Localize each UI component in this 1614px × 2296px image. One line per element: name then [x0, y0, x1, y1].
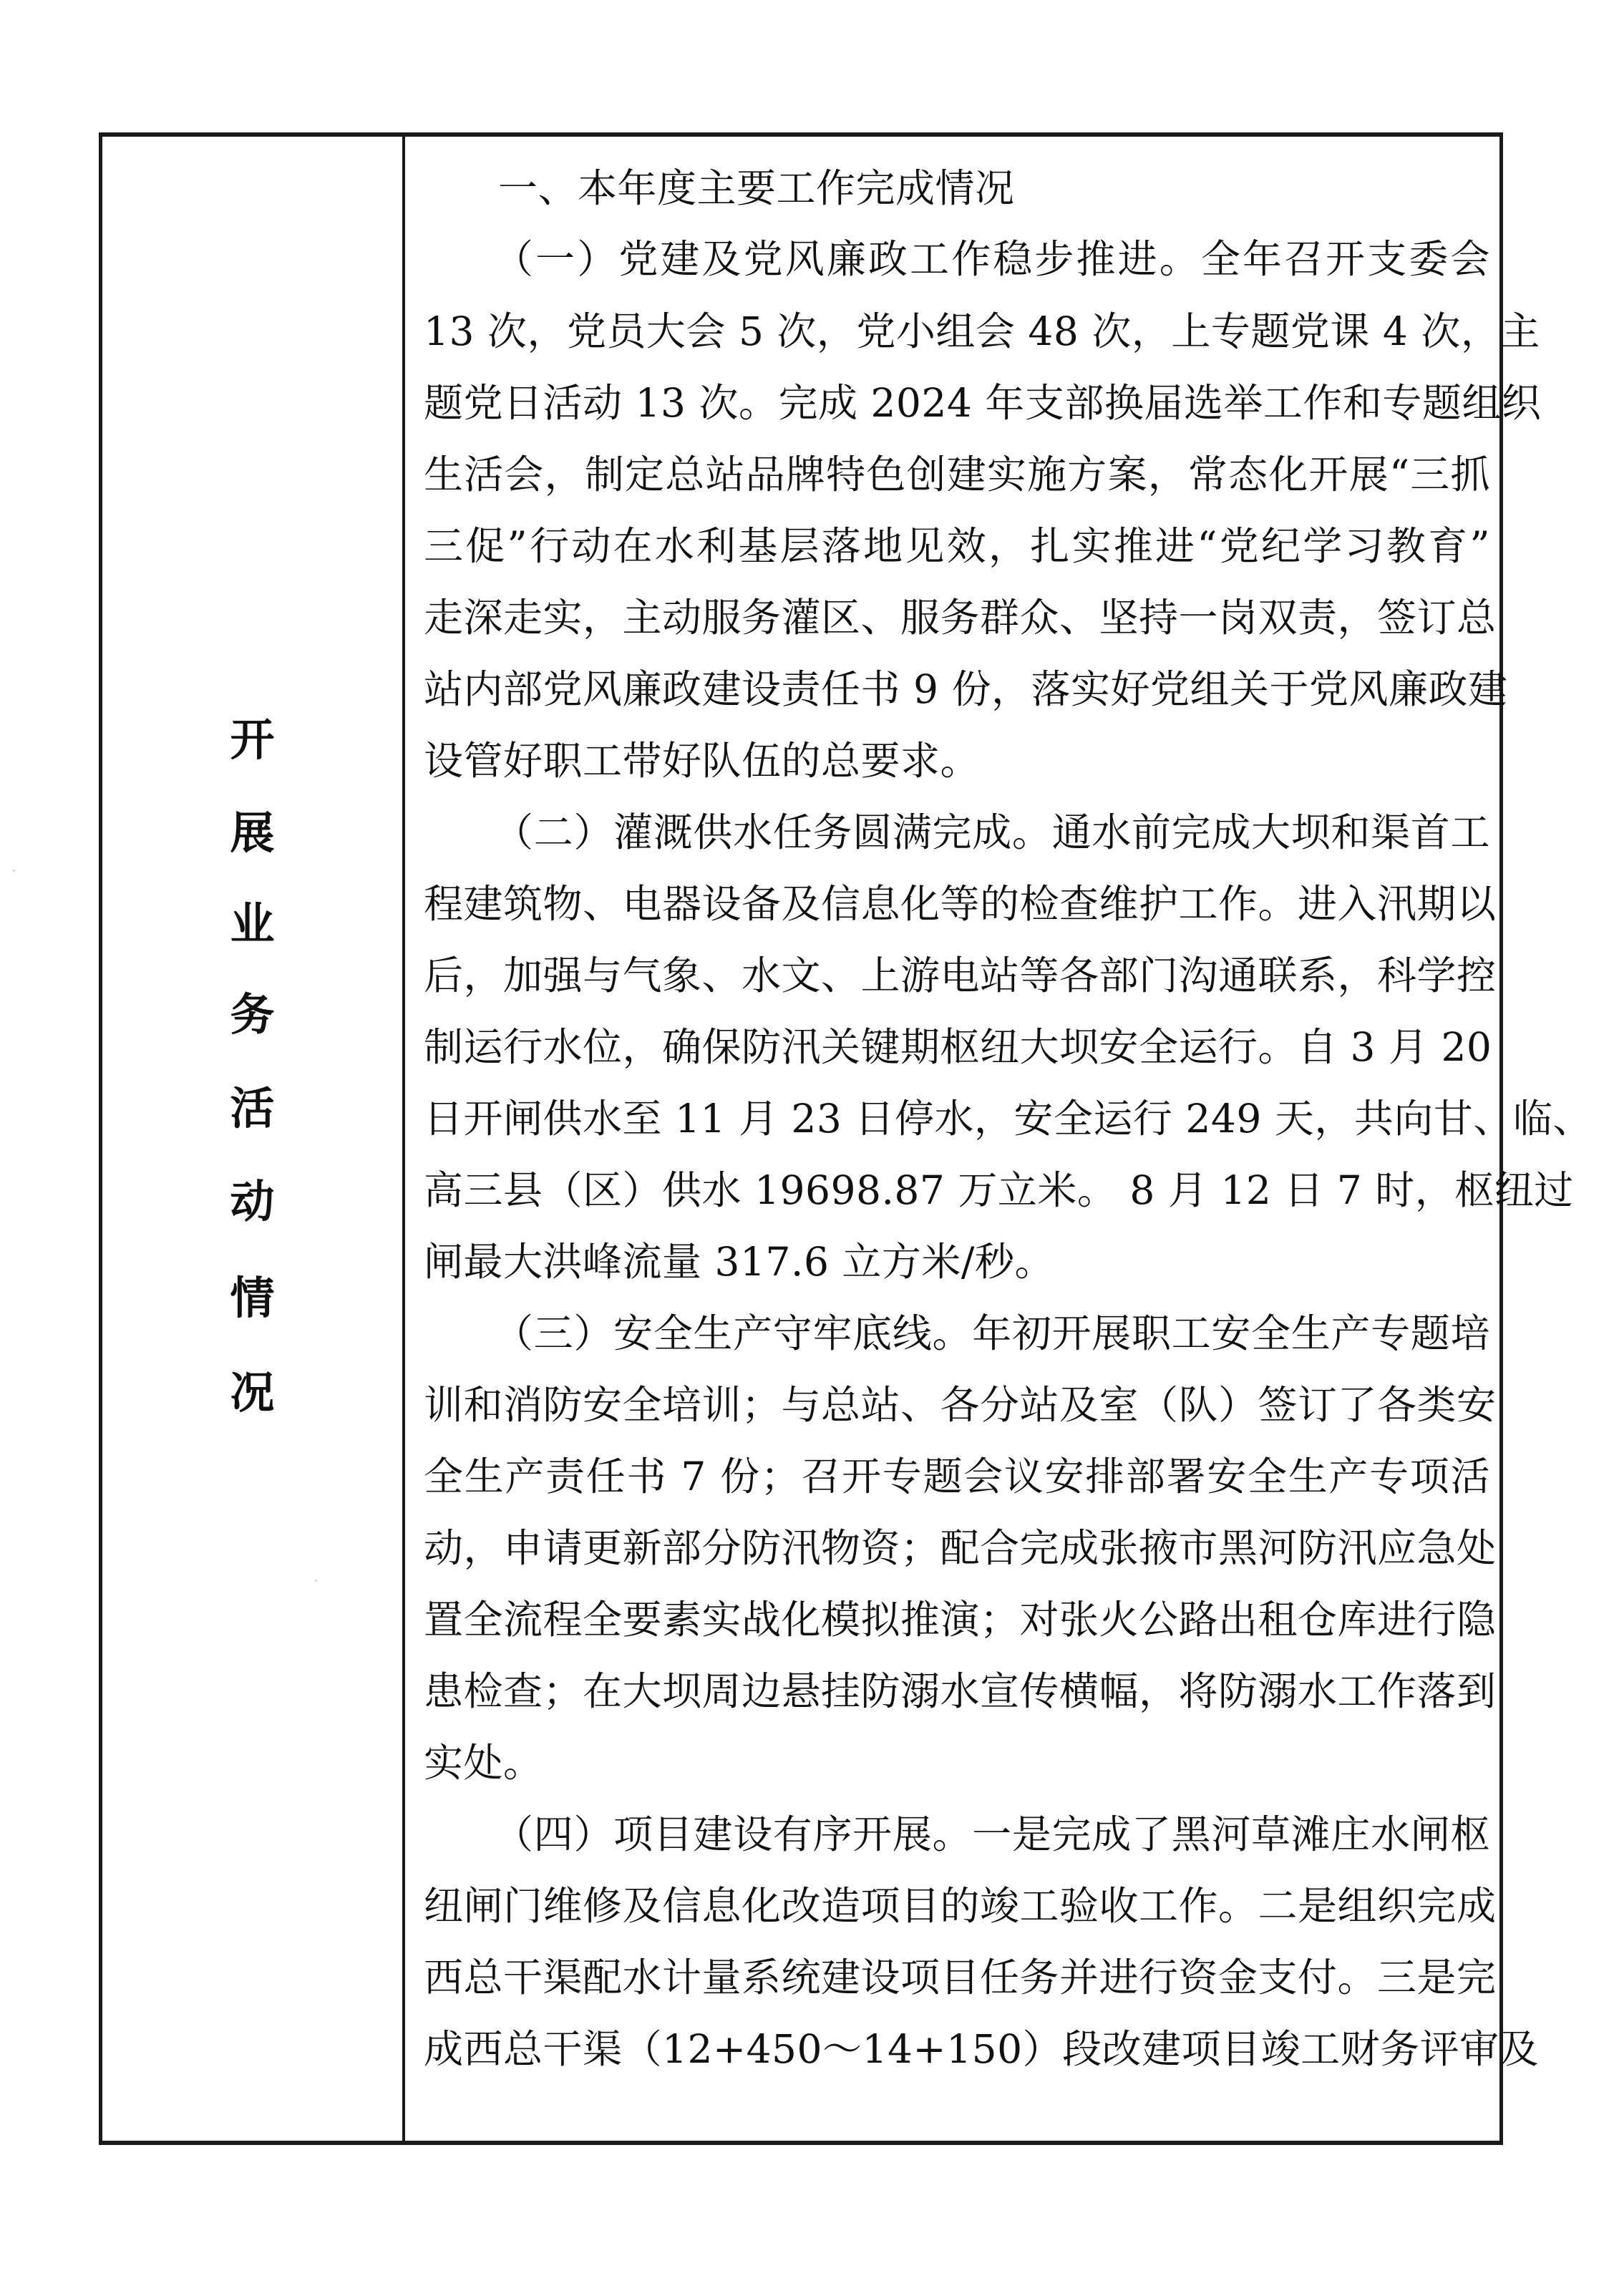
paragraph-line: 高三县（区）供水 19698.87 万立米。 8 月 12 日 7 时，枢纽过 [424, 1167, 1574, 1213]
scan-speck [13, 870, 15, 872]
paragraph-line: 站内部党风廉政建设责任书 9 份，落实好党组关于党风廉政建 [424, 666, 1508, 712]
paragraph-line: 西总干渠配水计量系统建设项目任务并进行资金支付。三是完 [424, 1955, 1497, 2000]
paragraph-line: 闸最大洪峰流量 317.6 立方米/秒。 [424, 1239, 1054, 1285]
paragraph-line: 置全流程全要素实战化模拟推演；对张火公路出租仓库进行隐 [424, 1597, 1497, 1643]
paragraph-line: 程建筑物、电器设备及信息化等的检查维护工作。进入汛期以 [424, 881, 1497, 927]
paragraph-line: 纽闸门维修及信息化改造项目的竣工验收工作。二是组织完成 [424, 1883, 1497, 1929]
paragraph-line: 日开闸供水至 11 月 23 日停水，安全运行 249 天，共向甘、临、 [424, 1096, 1593, 1142]
paragraph-line: 设管好职工带好队伍的总要求。 [424, 738, 981, 784]
section-heading: 一、本年度主要工作完成情况 [498, 165, 1015, 211]
content-cell [405, 137, 1593, 2141]
side-label-char: 开 [230, 714, 275, 766]
paragraph-line: （三）安全生产守牢底线。年初开展职工安全生产专题培 [494, 1310, 1490, 1356]
side-label-char: 展 [230, 807, 275, 859]
paragraph-line: 实处。 [424, 1740, 543, 1786]
paragraph-line: 训和消防安全培训；与总站、各分站及室（队）签订了各类安 [424, 1382, 1497, 1428]
paragraph-line: 患检查；在大坝周边悬挂防溺水宣传横幅，将防溺水工作落到 [424, 1668, 1497, 1714]
paragraph-line: 生活会，制定总站品牌特色创建实施方案，常态化开展“三抓 [424, 452, 1490, 497]
side-label-char: 务 [230, 988, 275, 1041]
side-label-char: 况 [230, 1366, 275, 1419]
paragraph-line: 题党日活动 13 次。完成 2024 年支部换届选举工作和专题组织 [424, 380, 1542, 426]
side-label-char: 情 [230, 1272, 275, 1324]
side-label-char: 动 [230, 1175, 275, 1227]
side-label-cell [102, 137, 402, 2141]
side-label-char: 业 [230, 898, 275, 950]
paragraph-line: （四）项目建设有序开展。一是完成了黑河草滩庄水闸枢 [494, 1811, 1490, 1857]
paragraph-line: 13 次，党员大会 5 次，党小组会 48 次，上专题党课 4 次，主 [424, 308, 1540, 354]
paragraph-line: 动，申请更新部分防汛物资；配合完成张掖市黑河防汛应急处 [424, 1525, 1497, 1571]
paragraph-line: （二）灌溉供水任务圆满完成。通水前完成大坝和渠首工 [494, 809, 1490, 855]
paragraph-line: 制运行水位，确保防汛关键期枢纽大坝安全运行。自 3 月 20 [424, 1024, 1492, 1070]
paragraph-line: 三促”行动在水利基层落地见效，扎实推进“党纪学习教育” [424, 523, 1490, 569]
report-table [99, 132, 1593, 2145]
paragraph-line: （一）党建及党风廉政工作稳步推进。全年召开支委会 [494, 236, 1490, 282]
paragraph-line: 成西总干渠（12+450～14+150）段改建项目竣工财务评审及 [424, 2026, 1540, 2072]
side-label-char: 活 [230, 1082, 275, 1134]
paragraph-line: 后，加强与气象、水文、上游电站等各部门沟通联系，科学控 [424, 953, 1497, 998]
paragraph-line: 走深走实，主动服务灌区、服务群众、坚持一岗双责，签订总 [424, 595, 1497, 641]
paragraph-line: 全生产责任书 7 份；召开专题会议安排部署安全生产专项活 [424, 1454, 1490, 1499]
